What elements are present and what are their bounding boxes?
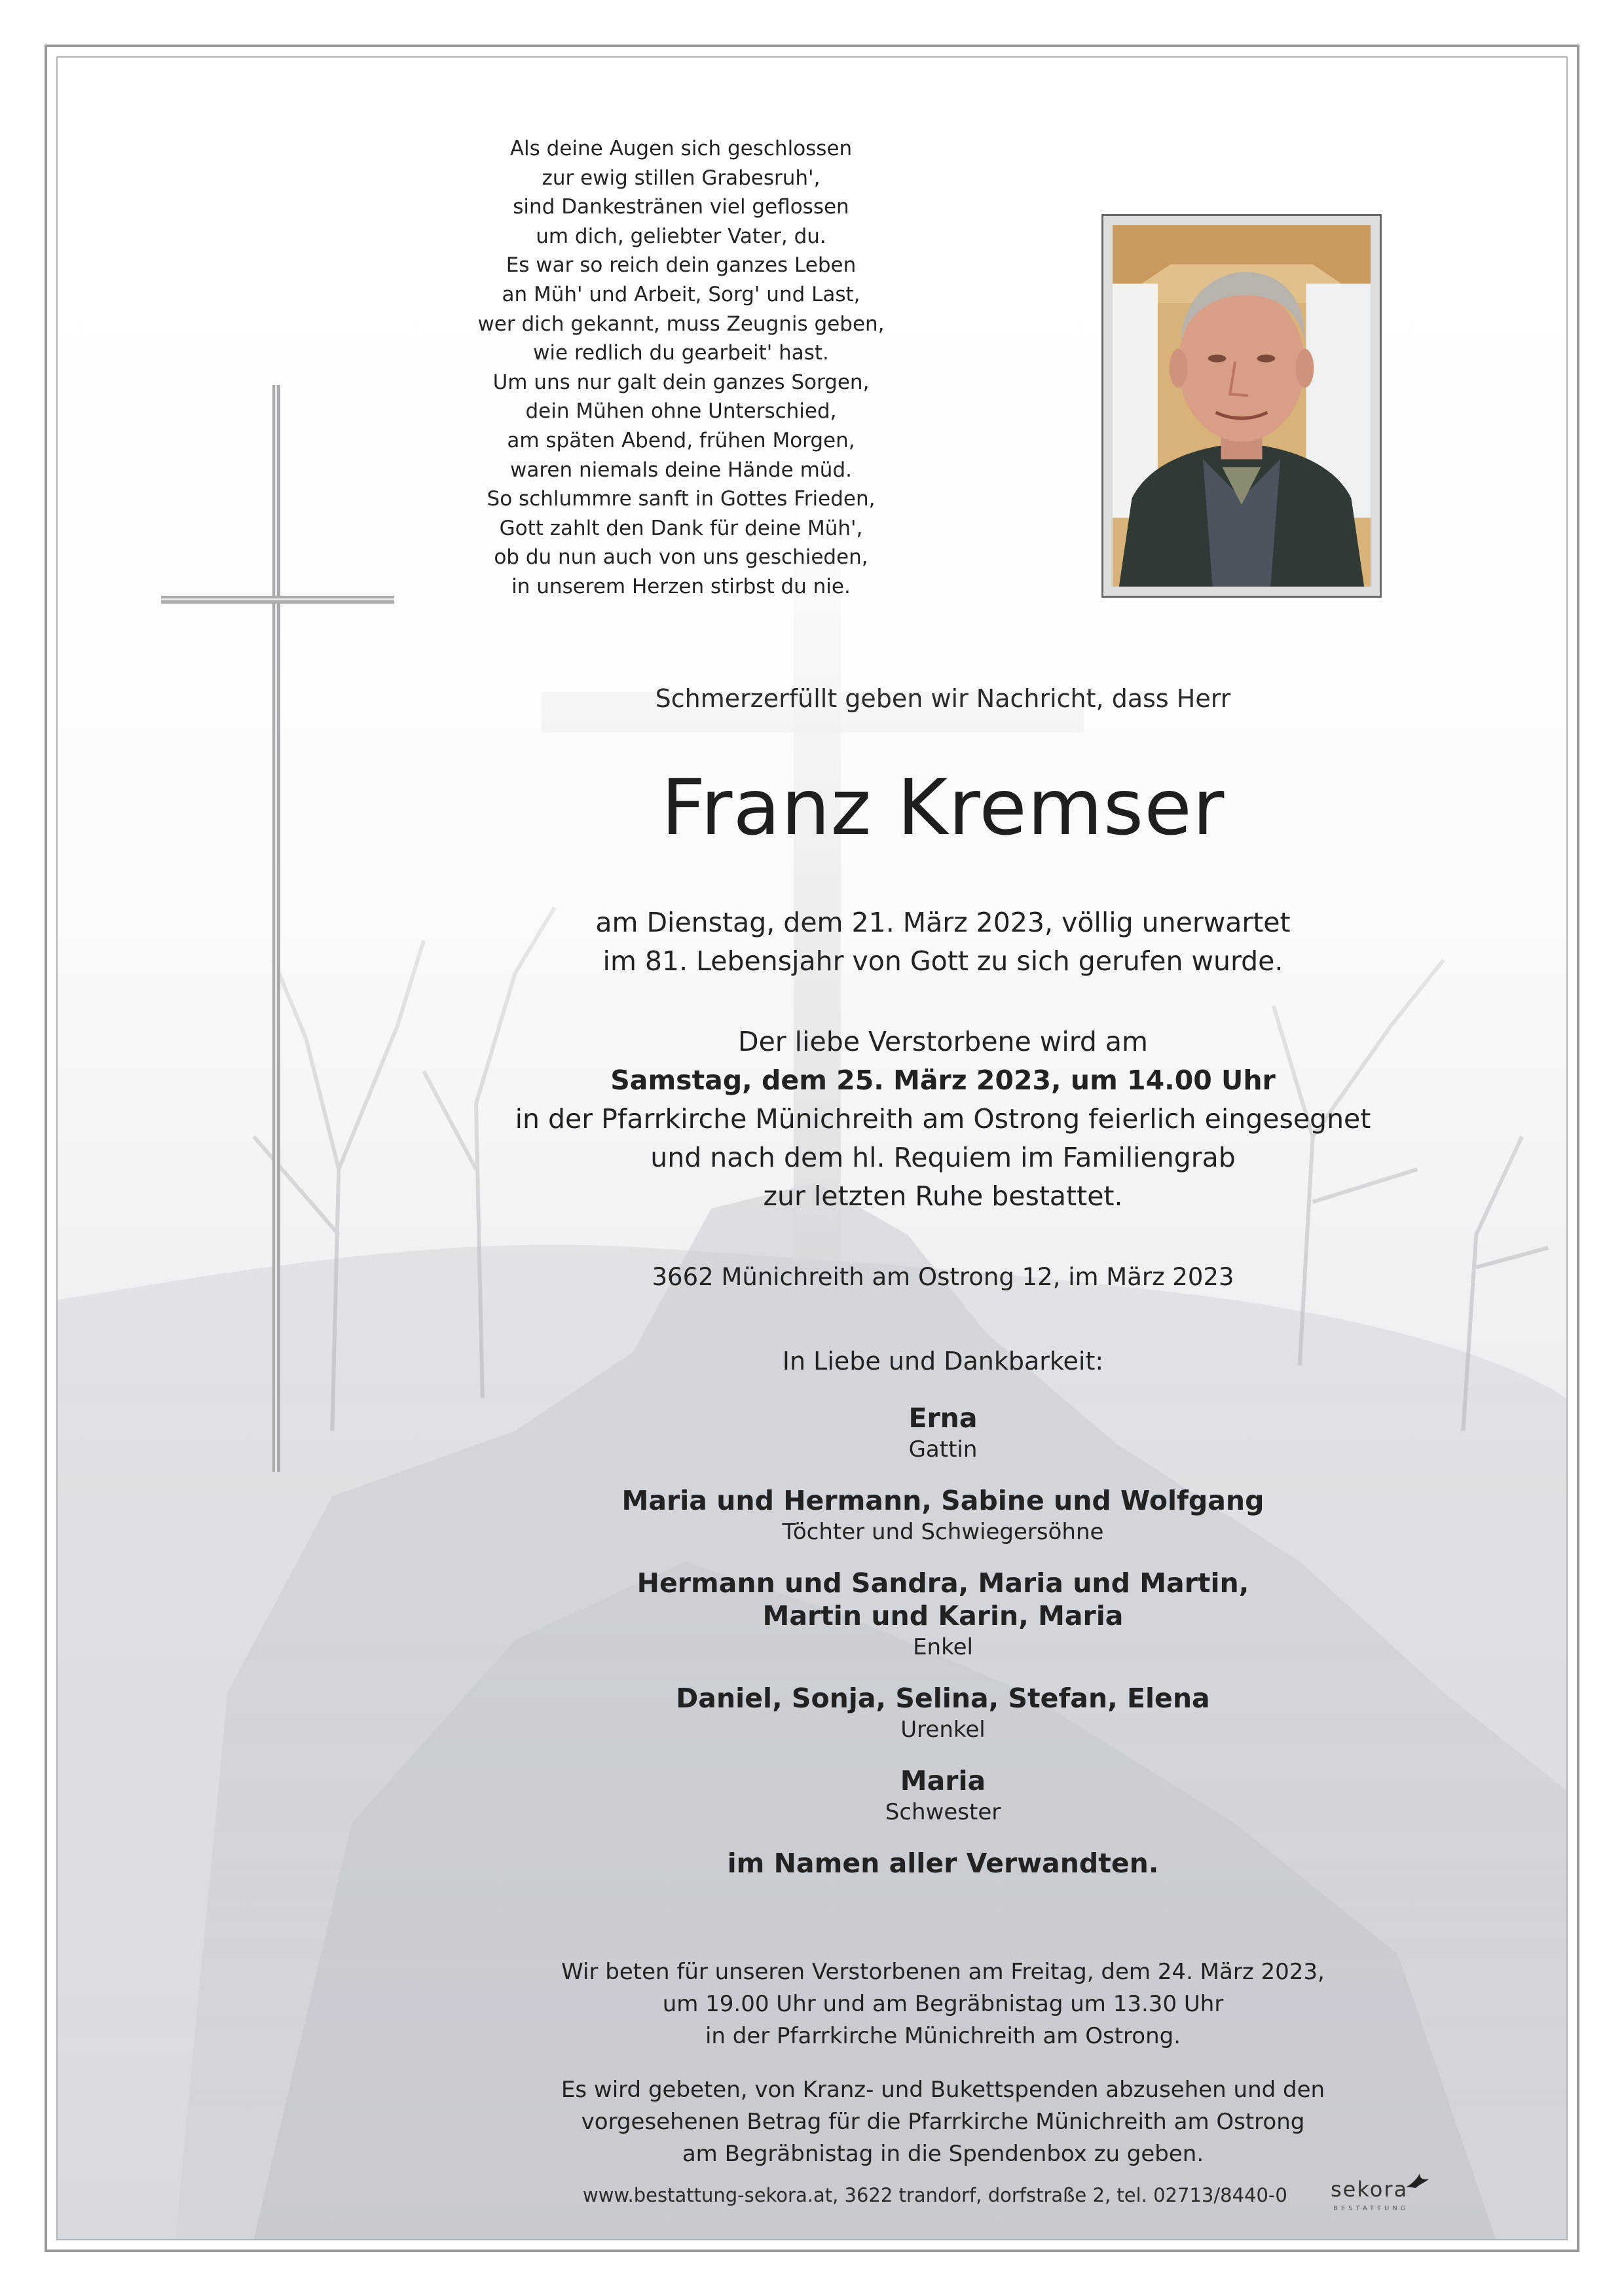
mourner-group bbox=[354, 1484, 1532, 1547]
poem-line: Es war so reich dein ganzes Leben bbox=[506, 253, 857, 278]
prayer-line: um 19.00 Uhr und am Begräbnistag um 13.30 Uhr bbox=[662, 1991, 1224, 2017]
donation-line: Es wird gebeten, von Kranz- und Bukettspenden abzusehen und den bbox=[561, 2077, 1325, 2103]
poem-line: dein Mühen ohne Unterschied, bbox=[525, 399, 837, 424]
mourner-group bbox=[354, 1402, 1532, 1465]
poem-line: Gott zahlt den Dank für deine Müh', bbox=[499, 516, 863, 540]
brand-logo: sekora bbox=[1331, 2177, 1409, 2202]
donation-info bbox=[354, 2074, 1532, 2170]
funeral-intro: Der liebe Verstorbene wird am bbox=[738, 1026, 1148, 1057]
mourner-group bbox=[354, 1682, 1532, 1745]
place-date bbox=[354, 1258, 1532, 1296]
death-line: im 81. Lebensjahr von Gott zu sich gerufen wurde. bbox=[602, 945, 1283, 977]
poem-line: wer dich gekannt, muss Zeugnis geben, bbox=[477, 312, 885, 336]
poem-line: Um uns nur galt dein ganzes Sorgen, bbox=[492, 370, 870, 394]
poem-line: um dich, geliebter Vater, du. bbox=[536, 224, 826, 248]
poem-line: waren niemals deine Hände müd. bbox=[509, 458, 852, 482]
donation-line: vorgesehenen Betrag für die Pfarrkirche Münichreith am Ostrong bbox=[581, 2109, 1305, 2135]
mourner-names: Daniel, Sonja, Selina, Stefan, Elena bbox=[676, 1683, 1210, 1714]
funeral-line: und nach dem hl. Requiem im Familiengrab bbox=[650, 1142, 1236, 1173]
mourner-names: Martin und Karin, Maria bbox=[762, 1600, 1124, 1631]
poem-line: sind Dankestränen viel geflossen bbox=[513, 195, 849, 219]
mourner-names: Erna bbox=[908, 1402, 978, 1434]
mourner-relation: Enkel bbox=[913, 1634, 973, 1660]
poem-line: So schlummre sanft in Gottes Frieden, bbox=[487, 487, 876, 511]
announcement: Schmerzerfüllt geben wir Nachricht, dass Herr bbox=[655, 684, 1231, 713]
mourner-relation: Töchter und Schwiegersöhne bbox=[782, 1519, 1104, 1545]
mourner-group bbox=[354, 1764, 1532, 1827]
footer-contact: www.bestattung-sekora.at, 3622 trandorf, dorfstraße 2, tel. 02713/8440-0 bbox=[583, 2184, 1287, 2206]
gratitude-heading bbox=[354, 1342, 1532, 1381]
relatives-line: im Namen aller Verwandten. bbox=[727, 1848, 1159, 1879]
poem-line: wie redlich du gearbeit' hast. bbox=[533, 341, 829, 365]
funeral-info bbox=[354, 1023, 1532, 1216]
mourners-list bbox=[354, 1402, 1532, 1880]
poem-line: am späten Abend, frühen Morgen, bbox=[507, 428, 855, 452]
death-line: am Dienstag, dem 21. März 2023, völlig unerwartet bbox=[595, 907, 1291, 938]
poem-line: in unserem Herzen stirbst du nie. bbox=[511, 574, 851, 598]
death-notice bbox=[354, 903, 1532, 981]
poem-line: zur ewig stillen Grabesruh', bbox=[542, 166, 821, 190]
funeral-datetime: Samstag, dem 25. März 2023, um 14.00 Uhr bbox=[610, 1065, 1276, 1096]
deceased-name: Franz Kremser bbox=[661, 762, 1225, 852]
mourner-group bbox=[354, 1567, 1532, 1662]
funeral-line: in der Pfarrkirche Münichreith am Ostrong feierlich eingesegnet bbox=[515, 1103, 1371, 1135]
poem bbox=[419, 134, 943, 602]
prayer-line: in der Pfarrkirche Münichreith am Ostrong. bbox=[705, 2023, 1181, 2049]
mourner-relation: Gattin bbox=[908, 1436, 978, 1463]
portrait-photo bbox=[1113, 225, 1371, 587]
mourner-relation: Schwester bbox=[885, 1799, 1001, 1825]
mourner-relation: Urenkel bbox=[900, 1717, 986, 1743]
prayer-line: Wir beten für unseren Verstorbenen am Freitag, dem 24. März 2023, bbox=[561, 1959, 1325, 1985]
place-date-text: 3662 Münichreith am Ostrong 12, im März 2023 bbox=[652, 1263, 1234, 1291]
gratitude-text: In Liebe und Dankbarkeit: bbox=[782, 1347, 1104, 1376]
poem-line: ob du nun auch von uns geschieden, bbox=[494, 545, 868, 570]
donation-line: am Begräbnistag in die Spendenbox zu geben. bbox=[682, 2141, 1204, 2167]
mourner-names: Maria bbox=[900, 1765, 986, 1796]
mourner-names: Hermann und Sandra, Maria und Martin, bbox=[637, 1567, 1249, 1599]
portrait-frame bbox=[1101, 214, 1382, 598]
poem-line: Als deine Augen sich geschlossen bbox=[509, 137, 853, 160]
funeral-line: zur letzten Ruhe bestattet. bbox=[763, 1180, 1123, 1212]
poem-line: an Müh' und Arbeit, Sorg' und Last, bbox=[502, 282, 860, 306]
mourner-names: Maria und Hermann, Sabine und Wolfgang bbox=[621, 1485, 1264, 1516]
prayer-info bbox=[354, 1956, 1532, 2052]
bird-icon bbox=[1405, 2172, 1430, 2192]
brand-subtitle: BESTATTUNG bbox=[1333, 2205, 1409, 2212]
